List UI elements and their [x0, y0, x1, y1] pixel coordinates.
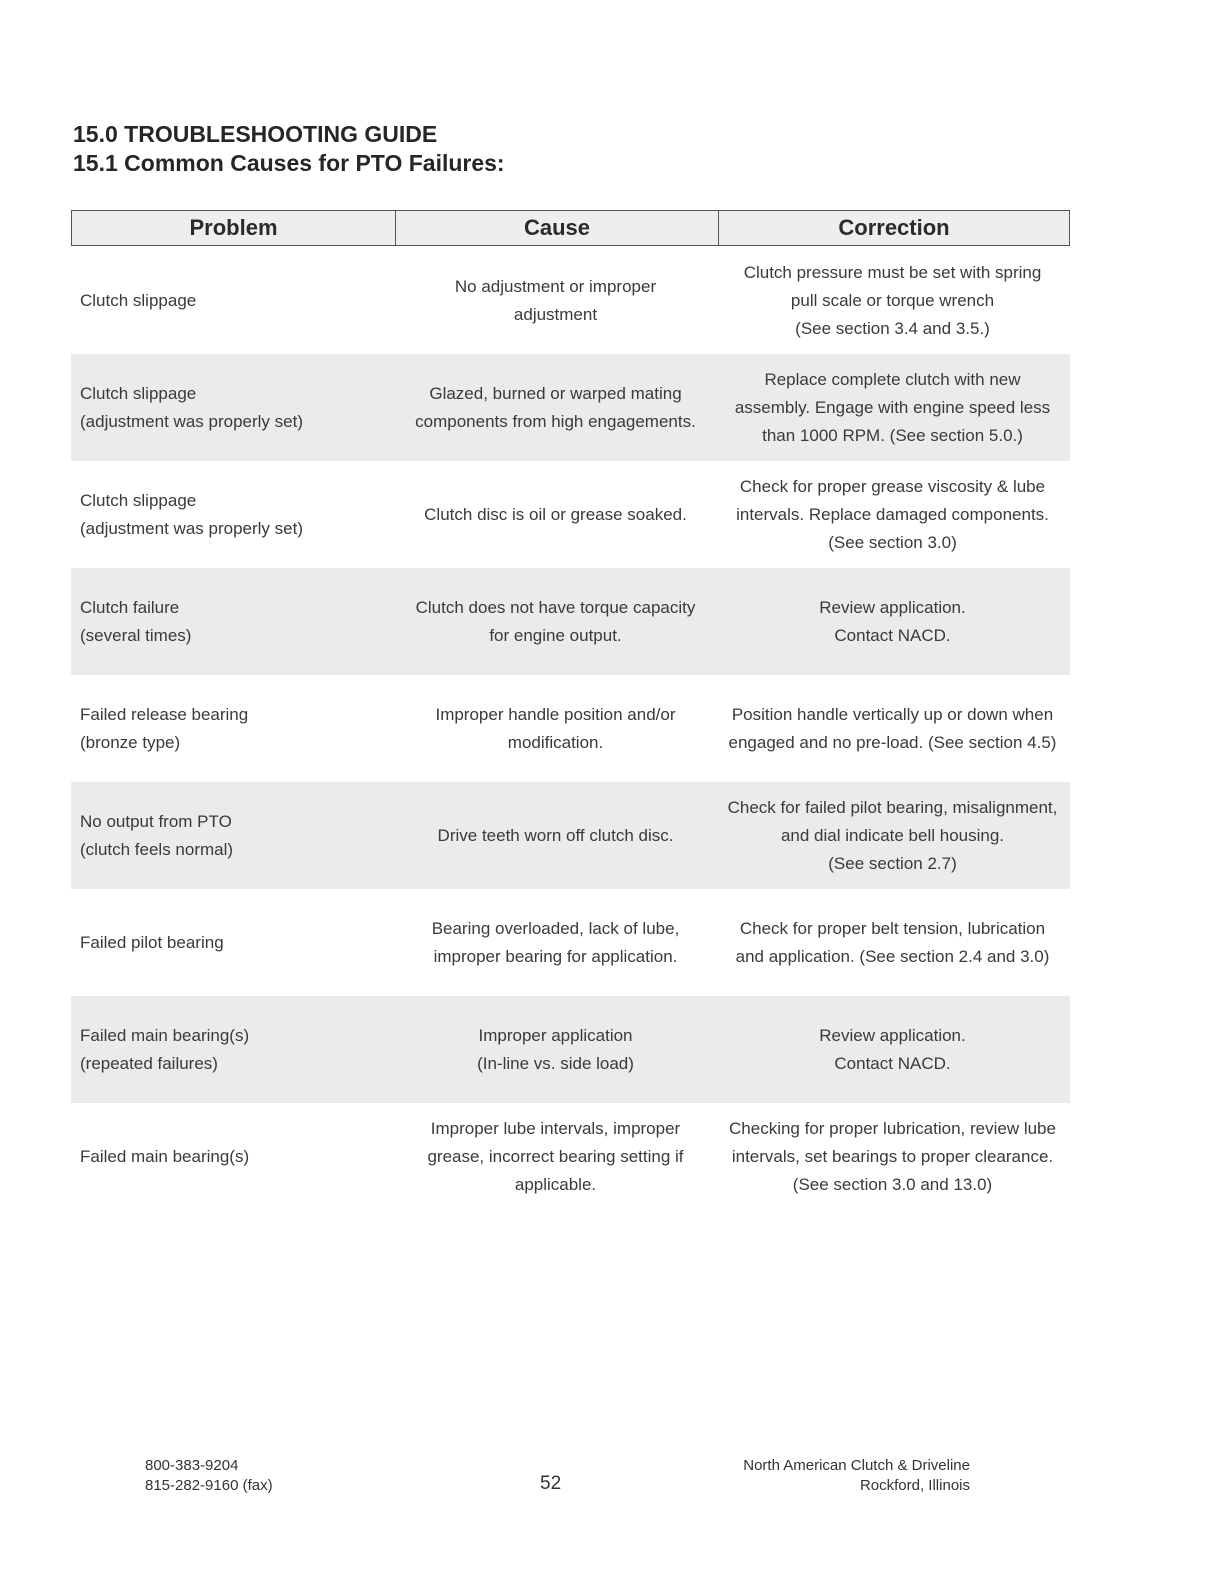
- correction-text-line: intervals. Replace damaged components.: [736, 504, 1049, 524]
- cause-text-line: Clutch does not have torque capacity: [415, 597, 696, 617]
- correction-text-line: Review application.: [819, 1025, 966, 1045]
- correction-text-line: intervals, set bearings to proper clearance.: [731, 1146, 1054, 1166]
- cause-cell: [394, 889, 717, 996]
- troubleshooting-table: [71, 210, 1070, 1210]
- subsection-title: 15.1 Common Causes for PTO Failures:: [73, 150, 505, 176]
- section-title: 15.0 TROUBLESHOOTING GUIDE: [73, 121, 438, 147]
- correction-cell: [717, 568, 1068, 675]
- problem-text-line: (several times): [80, 625, 192, 645]
- footer-phone: 800-383-9204: [145, 1457, 239, 1474]
- header-cause: Cause: [395, 211, 718, 245]
- correction-text-line: (See section 2.7): [828, 853, 957, 873]
- problem-cell: [71, 996, 394, 1103]
- problem-text-line: Clutch slippage: [80, 290, 197, 310]
- header-correction: Correction: [718, 211, 1069, 245]
- page-number: 52: [540, 1473, 562, 1494]
- problem-cell: [71, 889, 394, 996]
- correction-text-line: (See section 3.0): [828, 532, 957, 552]
- cause-text-line: Drive teeth worn off clutch disc.: [437, 825, 674, 845]
- table-row: [71, 782, 1070, 889]
- correction-text-line: Contact NACD.: [834, 1053, 951, 1073]
- cause-text-line: grease, incorrect bearing setting if: [427, 1146, 684, 1166]
- correction-text-line: (See section 3.4 and 3.5.): [795, 318, 990, 338]
- cause-text-line: Bearing overloaded, lack of lube,: [431, 918, 680, 938]
- cause-cell: [394, 354, 717, 461]
- cause-cell: [394, 1103, 717, 1210]
- cause-text-line: adjustment: [513, 304, 598, 324]
- problem-text-line: Failed main bearing(s): [80, 1025, 250, 1045]
- correction-text-line: and application. (See section 2.4 and 3.0): [735, 946, 1050, 966]
- correction-cell: [717, 247, 1068, 354]
- table-header-row: [71, 210, 1070, 246]
- cause-text-line: No adjustment or improper: [454, 276, 657, 296]
- problem-text-line: (adjustment was properly set): [80, 518, 303, 538]
- problem-text-line: Clutch slippage: [80, 490, 197, 510]
- table-row: [71, 675, 1070, 782]
- problem-cell: [71, 247, 394, 354]
- correction-cell: [717, 782, 1068, 889]
- problem-text-line: (adjustment was properly set): [80, 411, 303, 431]
- correction-cell: [717, 996, 1068, 1103]
- table-row: [71, 889, 1070, 996]
- correction-cell: [717, 354, 1068, 461]
- cause-cell: [394, 247, 717, 354]
- correction-text-line: engaged and no pre-load. (See section 4.5): [728, 732, 1057, 752]
- cause-cell: [394, 782, 717, 889]
- footer-location: Rockford, Illinois: [859, 1477, 970, 1494]
- table-row: [71, 1103, 1070, 1210]
- cause-text-line: improper bearing for application.: [433, 946, 678, 966]
- cause-text-line: Improper handle position and/or: [435, 704, 676, 724]
- cause-cell: [394, 461, 717, 568]
- problem-text-line: Failed release bearing: [80, 704, 249, 724]
- cause-text-line: components from high engagements.: [415, 411, 696, 431]
- problem-cell: [71, 461, 394, 568]
- table-row: [71, 568, 1070, 675]
- correction-text-line: pull scale or torque wrench: [790, 290, 995, 310]
- problem-text-line: No output from PTO: [80, 811, 232, 831]
- footer-company: [700, 1456, 970, 1496]
- table-row: [71, 247, 1070, 354]
- correction-text-line: Check for proper belt tension, lubrication: [739, 918, 1046, 938]
- problem-text-line: Clutch failure: [80, 597, 180, 617]
- header-problem: Problem: [189, 215, 278, 240]
- problem-cell: [71, 354, 394, 461]
- cause-cell: [394, 568, 717, 675]
- problem-text-line: (repeated failures): [80, 1053, 218, 1073]
- table-row: [71, 461, 1070, 568]
- footer-company-name: North American Clutch & Driveline: [743, 1457, 970, 1474]
- correction-text-line: Position handle vertically up or down when: [731, 704, 1054, 724]
- problem-cell: [71, 568, 394, 675]
- footer-contact: [145, 1456, 273, 1496]
- cause-text-line: applicable.: [514, 1174, 597, 1194]
- correction-text-line: Review application.: [819, 597, 966, 617]
- problem-cell: [71, 782, 394, 889]
- correction-cell: [717, 675, 1068, 782]
- cause-text-line: (In-line vs. side load): [477, 1053, 634, 1073]
- correction-cell: [717, 889, 1068, 996]
- table-row: [71, 996, 1070, 1103]
- problem-text-line: Clutch slippage: [80, 383, 197, 403]
- correction-text-line: (See section 3.0 and 13.0): [792, 1174, 993, 1194]
- correction-text-line: assembly. Engage with engine speed less: [734, 397, 1051, 417]
- cause-text-line: for engine output.: [489, 625, 622, 645]
- table-body: [71, 247, 1070, 1210]
- cause-text-line: Glazed, burned or warped mating: [429, 383, 682, 403]
- cause-text-line: Improper lube intervals, improper: [430, 1118, 681, 1138]
- correction-text-line: Contact NACD.: [834, 625, 951, 645]
- problem-cell: [71, 675, 394, 782]
- problem-cell: [71, 1103, 394, 1210]
- cause-text-line: Improper application: [478, 1025, 633, 1045]
- footer-fax: 815-282-9160 (fax): [145, 1477, 273, 1494]
- cause-cell: [394, 996, 717, 1103]
- problem-text-line: (clutch feels normal): [80, 839, 234, 859]
- table-row: [71, 354, 1070, 461]
- correction-text-line: and dial indicate bell housing.: [780, 825, 1005, 845]
- page-heading: [73, 120, 505, 178]
- correction-text-line: than 1000 RPM. (See section 5.0.): [762, 425, 1023, 445]
- correction-cell: [717, 461, 1068, 568]
- cause-cell: [394, 675, 717, 782]
- correction-cell: [717, 1103, 1068, 1210]
- problem-text-line: Failed main bearing(s): [80, 1146, 250, 1166]
- cause-text-line: modification.: [507, 732, 604, 752]
- correction-text-line: Check for failed pilot bearing, misalignment,: [727, 797, 1058, 817]
- correction-text-line: Checking for proper lubrication, review lube: [729, 1118, 1056, 1138]
- correction-text-line: Check for proper grease viscosity & lube: [739, 476, 1046, 496]
- correction-text-line: Replace complete clutch with new: [764, 369, 1021, 389]
- problem-text-line: Failed pilot bearing: [80, 932, 224, 952]
- problem-text-line: (bronze type): [80, 732, 181, 752]
- cause-text-line: Clutch disc is oil or grease soaked.: [424, 504, 687, 524]
- correction-text-line: Clutch pressure must be set with spring: [743, 262, 1042, 282]
